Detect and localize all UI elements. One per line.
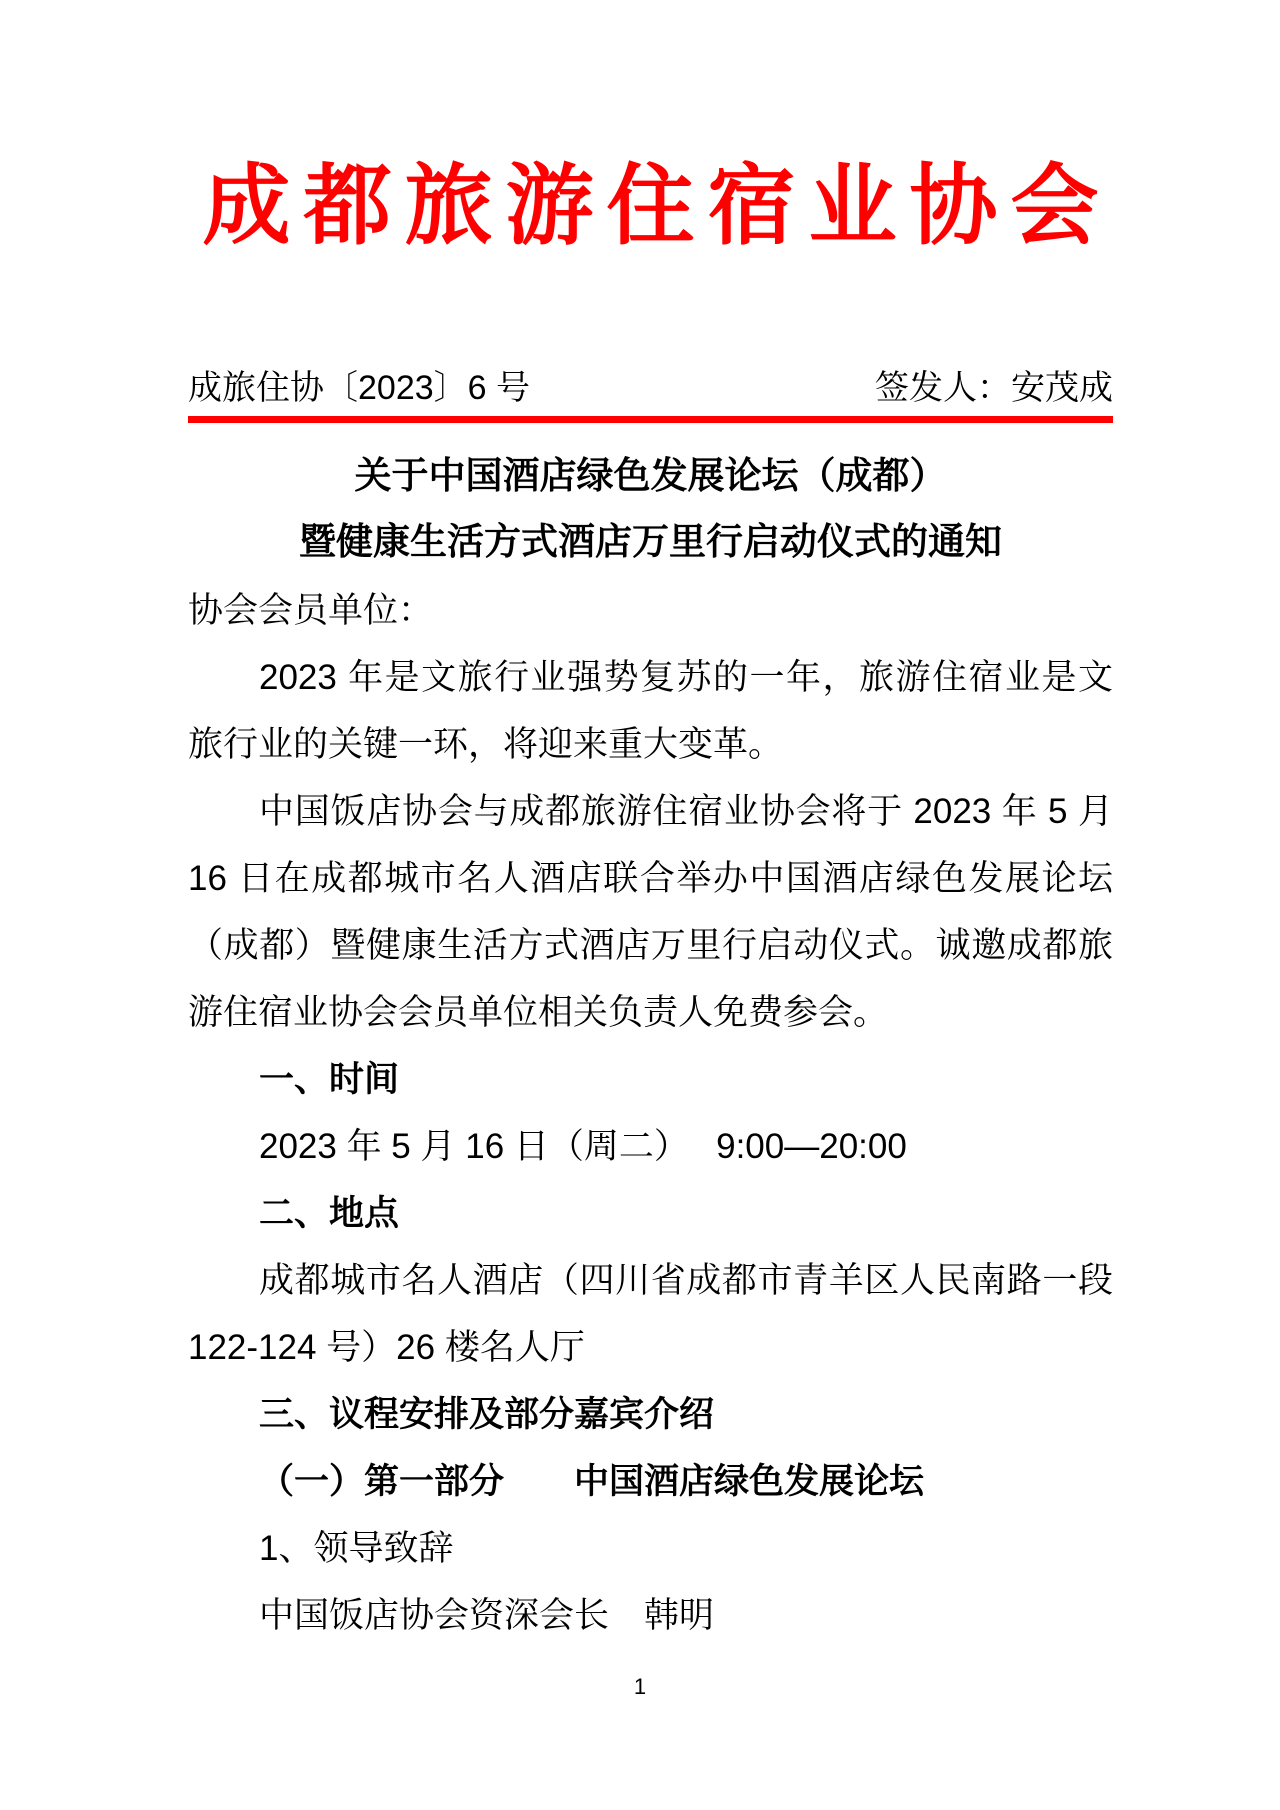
doc-number-line [188, 368, 1113, 408]
body-paragraph: 二、地点 [259, 1194, 400, 1233]
body-paragraph: 协会会员单位： [188, 591, 434, 630]
body-paragraph: 一、时间 [259, 1060, 400, 1099]
notice-title-line2: 暨健康生活方式酒店万里行启动仪式的通知 [299, 521, 1002, 562]
body-paragraph: 2023 年是文旅行业强势复苏的一年，旅游住宿业是文旅行业的关键一环，将迎来重大变革。 [188, 658, 1113, 764]
red-divider-rule [188, 416, 1113, 423]
document-body [188, 577, 1113, 1649]
issuer-label: 签发人：安茂成 [875, 369, 1113, 407]
doc-number: 成旅住协〔2023〕6 号 [188, 369, 530, 407]
body-paragraph: 三、议程安排及部分嘉宾介绍 [259, 1395, 715, 1434]
body-paragraph: 中国饭店协会资深会长 韩明 [259, 1596, 715, 1635]
org-title: 成都旅游住宿业协会 [202, 156, 1112, 255]
notice-title [188, 443, 1113, 575]
body-paragraph: 中国饭店协会与成都旅游住宿业协会将于 2023 年 5 月 16 日在成都城市名人酒店联合举办中国酒店绿色发展论坛（成都）暨健康生活方式酒店万里行启动仪式。诚邀成都旅游住宿业协会会员单位相关负责人免费参会。 [188, 792, 1113, 1032]
page-number: 1 [633, 1674, 647, 1699]
body-paragraph: 1、领导致辞 [259, 1529, 454, 1568]
body-paragraph: 2023 年 5 月 16 日（周二） 9:00—20:00 [259, 1127, 907, 1166]
body-paragraph: 成都城市名人酒店（四川省成都市青羊区人民南路一段 122-124 号）26 楼名人厅 [188, 1261, 1113, 1367]
body-paragraph: （一）第一部分 中国酒店绿色发展论坛 [259, 1462, 925, 1501]
document-content [188, 0, 1113, 1649]
notice-title-line1: 关于中国酒店绿色发展论坛（成都） [354, 455, 947, 496]
